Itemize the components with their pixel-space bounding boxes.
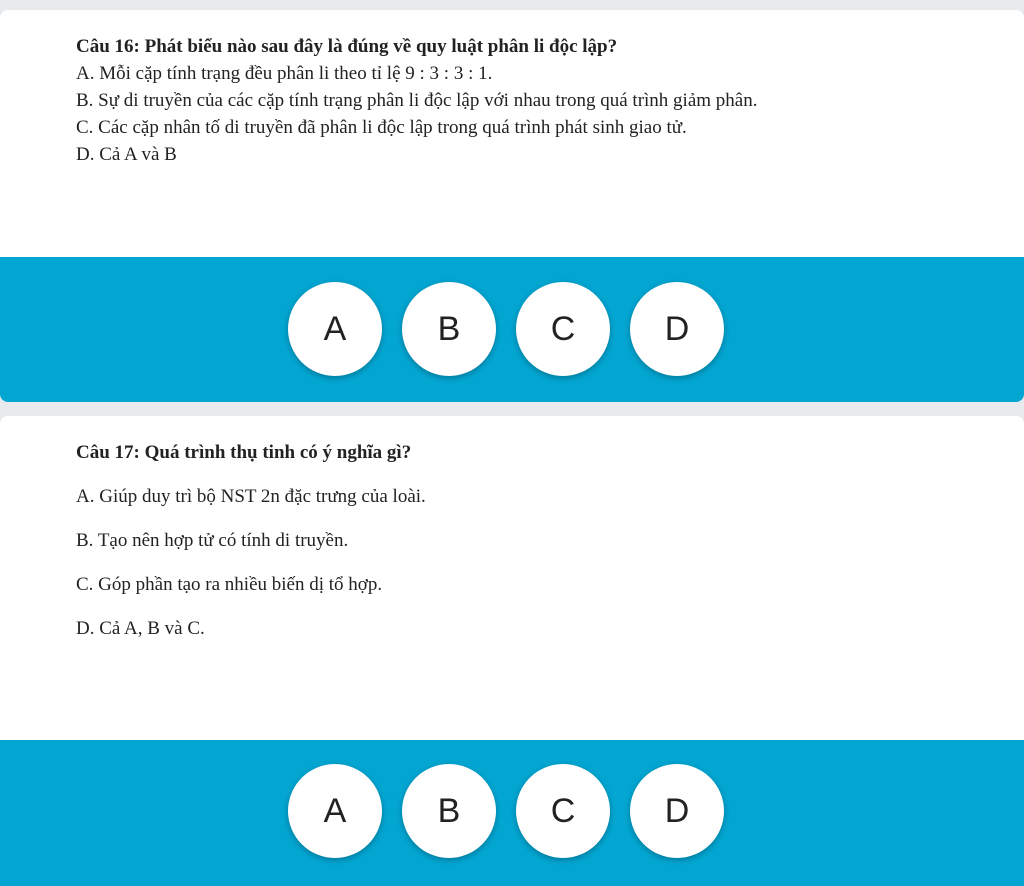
option-b-text: B. Sự di truyền của các cặp tính trạng phân li độc lập với nhau trong quá trình giảm phân. (76, 90, 758, 111)
question-card-17 (0, 416, 1024, 886)
option-b-text: B. Tạo nên hợp tử có tính di truyền. (76, 530, 349, 551)
option-a-text: A. Mỗi cặp tính trạng đều phân li theo tỉ lệ 9 : 3 : 3 : 1. (76, 63, 493, 84)
answer-b-button[interactable]: B (402, 282, 496, 376)
question-title: Câu 16: Phát biểu nào sau đây là đúng về quy luật phân li độc lập? (76, 36, 618, 57)
answer-bar (0, 740, 1024, 886)
question-17 (76, 440, 984, 660)
option-a-text: A. Giúp duy trì bộ NST 2n đặc trưng của loài. (76, 486, 426, 507)
answer-a-button[interactable]: A (288, 764, 382, 858)
option-d-text: D. Cả A và B (76, 144, 177, 165)
question-title: Câu 17: Quá trình thụ tinh có ý nghĩa gì? (76, 442, 412, 463)
option-c-text: C. Góp phần tạo ra nhiều biến dị tổ hợp. (76, 574, 383, 595)
option-c-text: C. Các cặp nhân tố di truyền đã phân li độc lập trong quá trình phát sinh giao tử. (76, 117, 687, 138)
option-d-text: D. Cả A, B và C. (76, 618, 205, 639)
answer-d-button[interactable]: D (630, 764, 724, 858)
answer-c-button[interactable]: C (516, 764, 610, 858)
question-card-16 (0, 10, 1024, 402)
answer-bar (0, 257, 1024, 402)
answer-c-button[interactable]: C (516, 282, 610, 376)
answer-a-button[interactable]: A (288, 282, 382, 376)
answer-b-button[interactable]: B (402, 764, 496, 858)
question-16 (76, 34, 984, 168)
answer-d-button[interactable]: D (630, 282, 724, 376)
